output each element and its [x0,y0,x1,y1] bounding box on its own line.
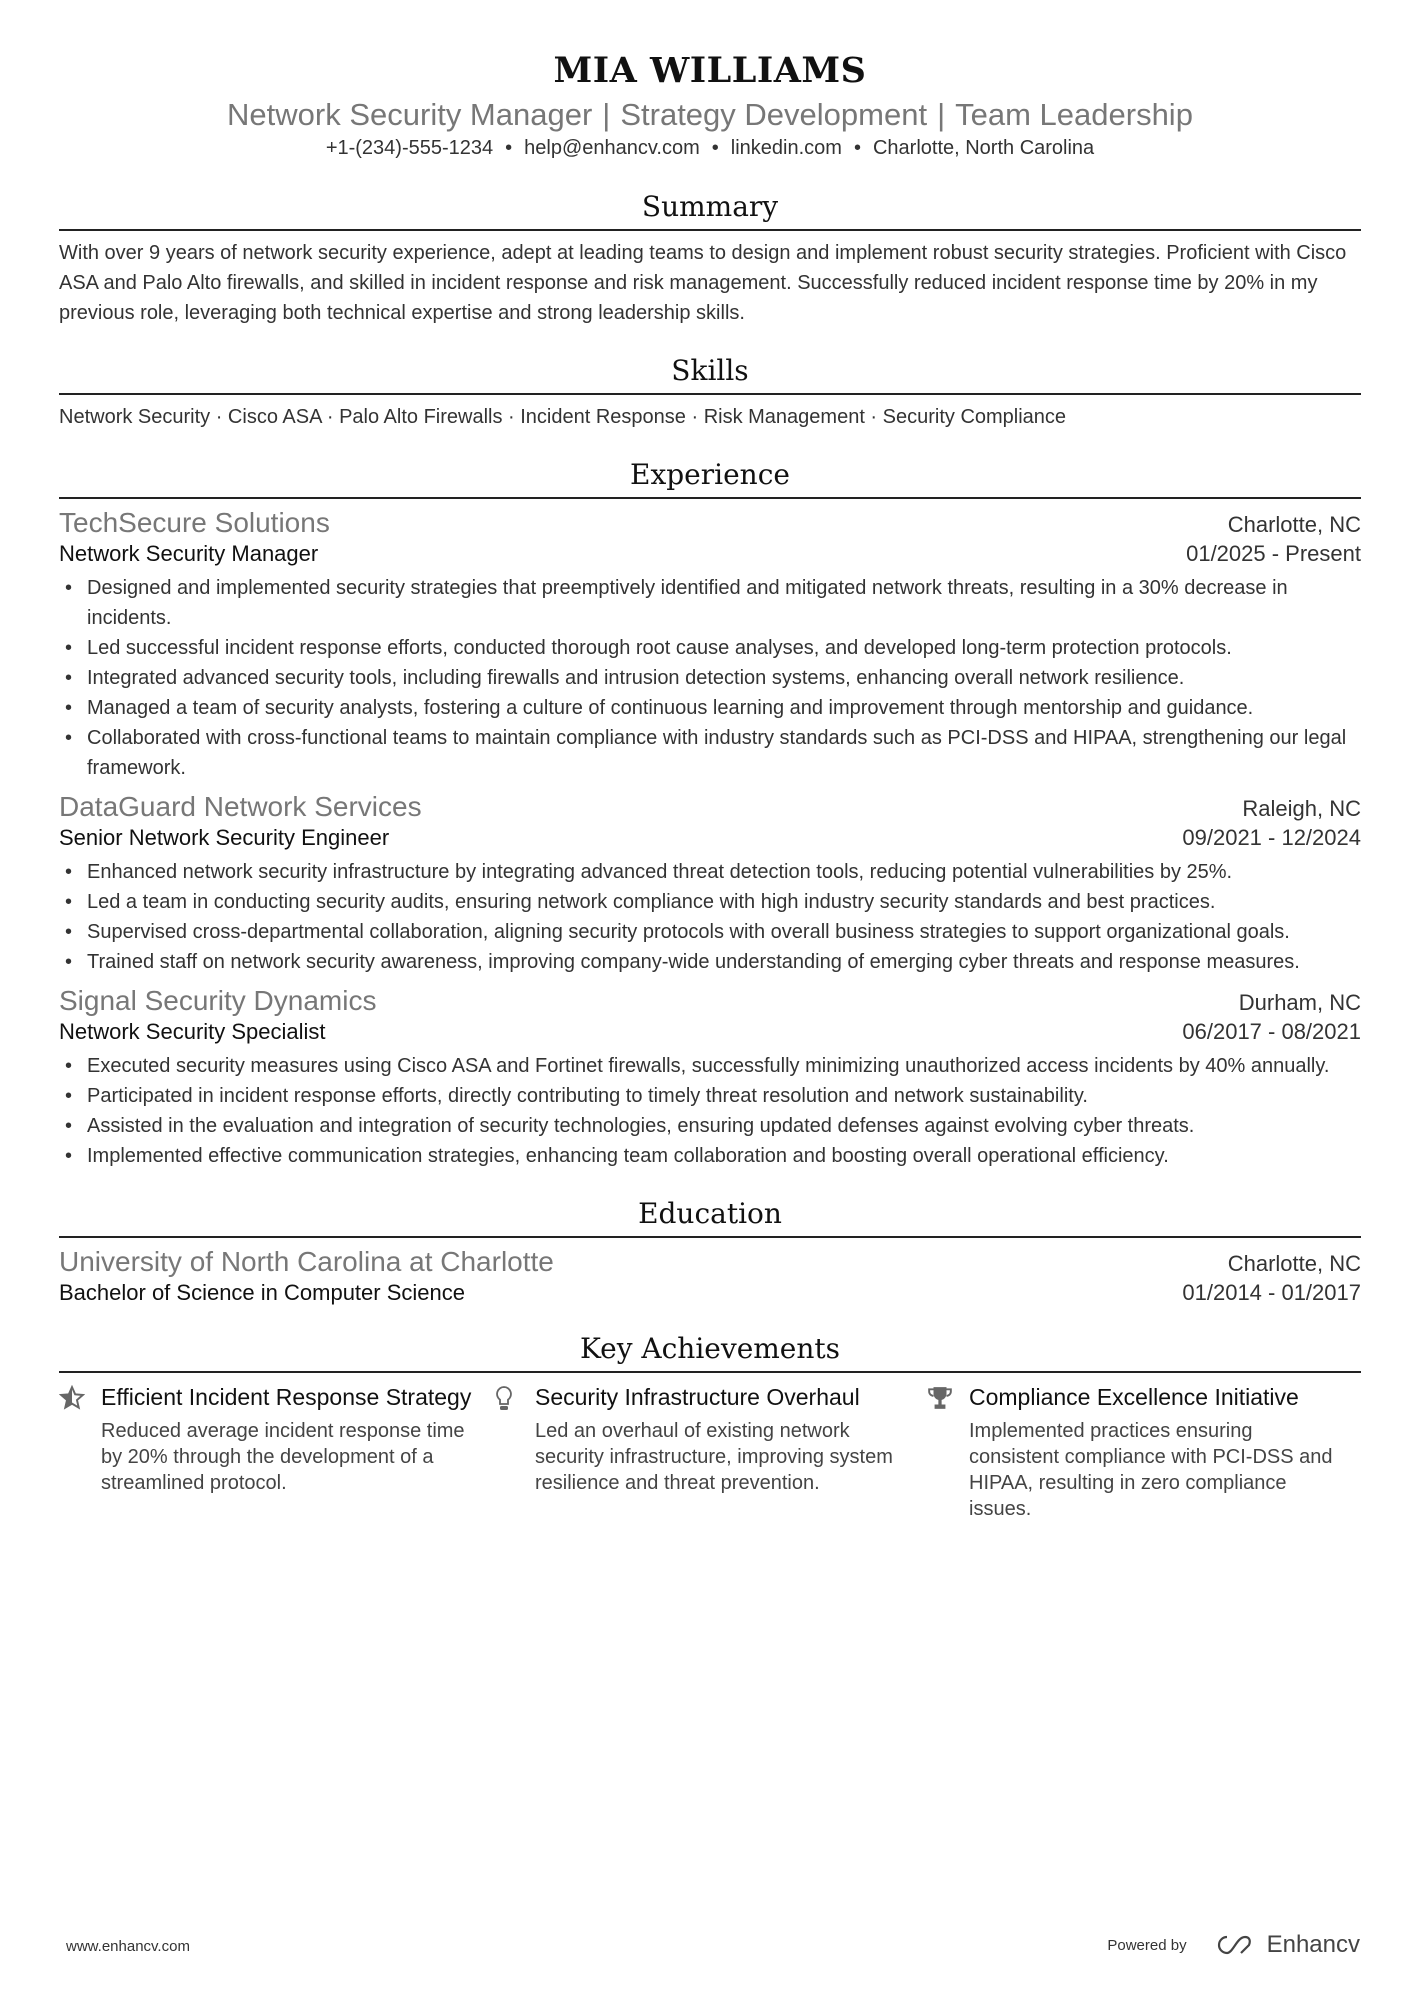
job-bullets [59,1051,1361,1171]
divider: | [602,97,611,132]
job-bullets [59,573,1361,783]
enhancv-logo [1213,1931,1360,1959]
subtitle-item: Network Security Manager [227,97,593,132]
achievement-item [493,1383,927,1522]
achievement-desc: Reduced average incident response time by 20% through the development of a streamlined protocol. [101,1420,465,1494]
job-bullet: • Participated in incident response efforts, directly contributing to timely threat resolution and network sustainability. [59,1081,1361,1111]
divider: | [937,97,946,132]
powered-by: Powered by [1107,1936,1187,1954]
lightbulb-icon [493,1383,535,1522]
star-icon [59,1383,101,1522]
contact-info: +1-(234)-555-1234 • help@enhancv.com • linkedin.com • Charlotte, North Carolina [325,137,1095,159]
job-bullet: • Managed a team of security analysts, fostering a culture of continuous learning and improvement through mentorship and guidance. [59,693,1361,723]
job-bullet: • Designed and implemented security strategies that preemptively identified and mitigated network threats, resulting in a 30% decrease in incidents. [59,573,1361,633]
experience-heading: Experience [59,458,1361,499]
achievement-title: Efficient Incident Response Strategy [101,1384,472,1410]
school: University of North Carolina at Charlotte [59,1246,554,1277]
degree: Bachelor of Science in Computer Science [59,1280,465,1305]
skills-text: Network Security · Cisco ASA · Palo Alto Firewalls · Incident Response · Risk Management · Security Compliance [59,406,1067,428]
subtitle [59,97,1361,133]
subtitle-item: Team Leadership [955,97,1193,132]
job-bullet: • Collaborated with cross-functional teams to maintain compliance with industry standards such as PCI-DSS and HIPAA, strengthening our legal framework. [59,723,1361,783]
linkedin[interactable]: linkedin.com [730,137,842,159]
achievements-list [59,1383,1361,1522]
summary-text: With over 9 years of network security experience, adept at leading teams to design and implement robust security strategies. Proficient with Cisco ASA and Palo Alto firewalls, and skilled in incident response and risk management. Successfully reduced incident response time by 20% in my previous role, leveraging both technical expertise and strong leadership skills. [59,242,1347,324]
company-name: DataGuard Network Services [59,791,422,822]
achievement-item [927,1383,1361,1522]
summary-heading: Summary [59,190,1361,231]
job-bullet: • Supervised cross-departmental collaboration, aligning security protocols with overall business strategies to support organizational goals. [59,917,1361,947]
job-dates: 09/2021 - 12/2024 [1182,825,1361,850]
job-entry [59,783,1361,977]
location: Charlotte, North Carolina [872,137,1095,159]
job-entry [59,499,1361,783]
job-location: Durham, NC [1238,990,1361,1015]
footer-branding [1107,1931,1360,1959]
achievement-item [59,1383,493,1522]
education-heading: Education [59,1197,1361,1238]
footer-website[interactable]: www.enhancv.com [66,1938,190,1955]
job-bullet: • Integrated advanced security tools, including firewalls and intrusion detection systems, enhancing overall network resilience. [59,663,1361,693]
job-bullet: • Executed security measures using Cisco ASA and Fortinet firewalls, successfully minimizing unauthorized access incidents by 40% annually. [59,1051,1361,1081]
job-bullet: • Trained staff on network security awareness, improving company-wide understanding of emerging cyber threats and response measures. [59,947,1361,977]
resume [59,0,1361,1522]
brand-name: Enhancv [1266,1931,1360,1958]
job-entry [59,977,1361,1171]
job-title: Network Security Manager [59,541,319,566]
trophy-icon [927,1383,969,1522]
experience-list [59,499,1361,1171]
job-dates: 06/2017 - 08/2021 [1182,1019,1361,1044]
job-bullet: • Implemented effective communication strategies, enhancing team collaboration and boosting overall operational efficiency. [59,1141,1361,1171]
job-location: Charlotte, NC [1227,512,1361,537]
job-title: Network Security Specialist [59,1019,326,1044]
company-name: TechSecure Solutions [59,507,330,538]
job-dates: 01/2025 - Present [1186,541,1361,566]
job-bullet: • Led successful incident response efforts, conducted thorough root cause analyses, and developed long-term protection protocols. [59,633,1361,663]
achievement-title: Security Infrastructure Overhaul [535,1384,860,1410]
email[interactable]: help@enhancv.com [524,137,700,159]
achievement-title: Compliance Excellence Initiative [969,1384,1299,1410]
phone: +1-(234)-555-1234 [325,137,494,159]
achievement-desc: Led an overhaul of existing network security infrastructure, improving system resilience and threat prevention. [535,1420,893,1494]
job-bullets [59,857,1361,977]
job-bullet: • Assisted in the evaluation and integration of security technologies, ensuring updated defenses against evolving cyber threats. [59,1111,1361,1141]
job-bullet: • Enhanced network security infrastructure by integrating advanced threat detection tools, reducing potential vulnerabilities by 25%. [59,857,1361,887]
education-dates: 01/2014 - 01/2017 [1182,1280,1361,1305]
achievements-heading: Key Achievements [59,1332,1361,1373]
job-bullet: • Led a team in conducting security audits, ensuring network compliance with high industry security standards and best practices. [59,887,1361,917]
education-location: Charlotte, NC [1227,1251,1361,1276]
company-name: Signal Security Dynamics [59,985,377,1016]
job-title: Senior Network Security Engineer [59,825,390,850]
skills-heading: Skills [59,354,1361,395]
name: MIA WILLIAMS [553,50,867,91]
job-location: Raleigh, NC [1242,796,1361,821]
enhancv-logo-icon [1213,1933,1257,1957]
achievement-desc: Implemented practices ensuring consistent compliance with PCI-DSS and HIPAA, resulting in zero compliance issues. [969,1420,1333,1520]
subtitle-item: Strategy Development [620,97,928,132]
